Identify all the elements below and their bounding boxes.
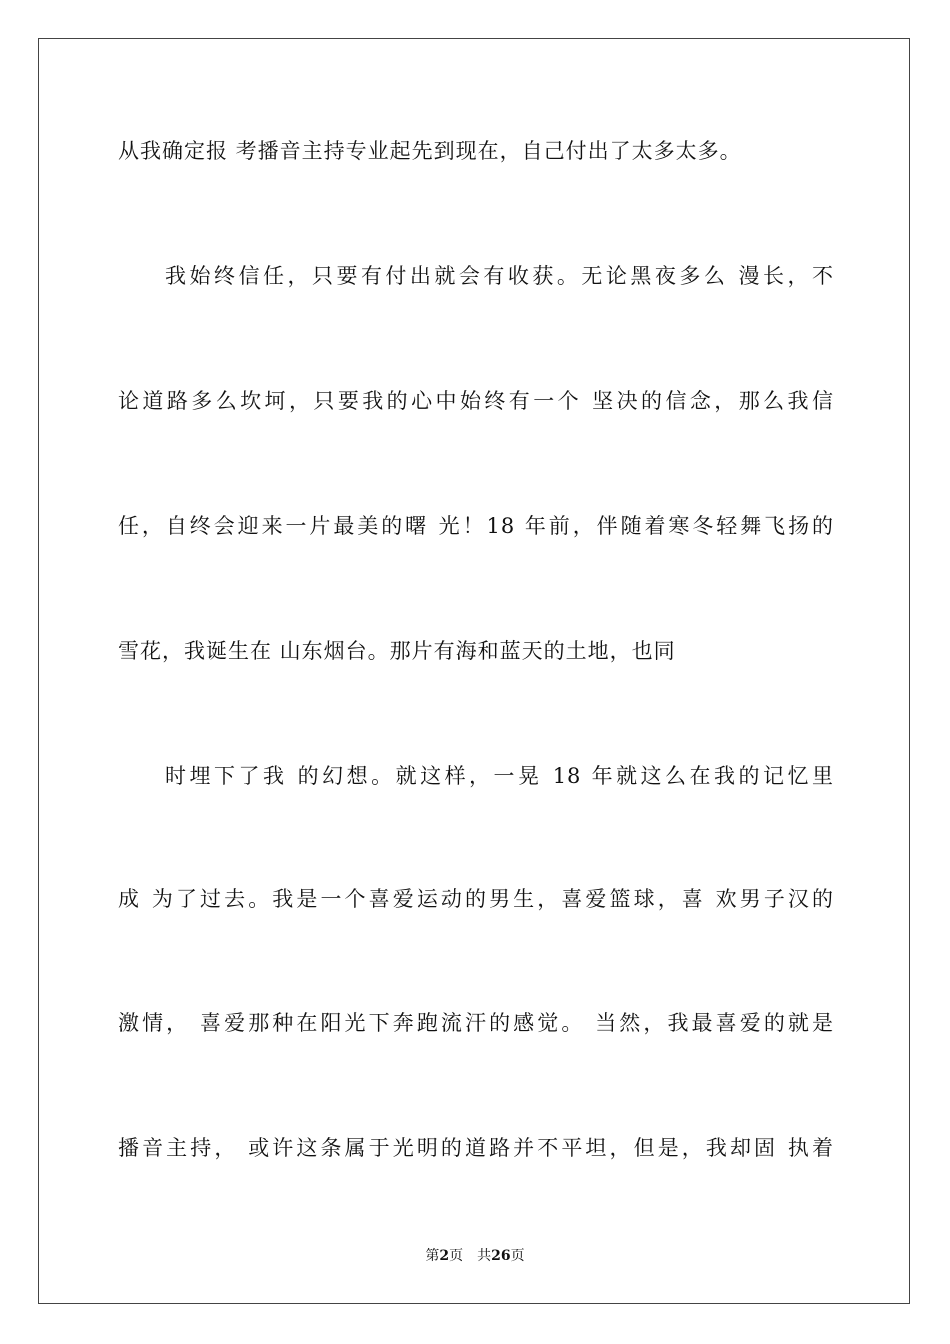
total-prefix: 共	[477, 1248, 492, 1264]
text-line-9: 播音主持， 或许这条属于光明的道路并不平坦，但是，我却固 执着	[118, 1136, 834, 1160]
total-pages: 26	[491, 1248, 511, 1264]
text-line-3: 论道路多么坎坷，只要我的心中始终有一个 坚决的信念，那么我信	[118, 389, 834, 413]
text-line-6: 时埋下了我 的幻想。就这样，一晃 18 年就这么在我的记忆里	[165, 764, 834, 788]
text-line-4: 任，自终会迎来一片最美的曙 光！18 年前，伴随着寒冬轻舞飞扬的	[118, 514, 834, 538]
text-line-2: 我始终信任，只要有付出就会有收获。无论黑夜多么 漫长，不	[165, 264, 834, 288]
total-unit: 页	[510, 1248, 525, 1264]
text-line-1: 从我确定报 考播音主持专业起先到现在，自己付出了太多太多。	[118, 139, 742, 163]
page-unit: 页	[449, 1248, 464, 1264]
page-frame	[38, 38, 910, 1304]
text-line-8: 激情， 喜爱那种在阳光下奔跑流汗的感觉。 当然，我最喜爱的就是	[118, 1011, 834, 1035]
text-line-5: 雪花，我诞生在 山东烟台。那片有海和蓝天的土地，也同	[118, 639, 676, 663]
page-number: 2	[439, 1248, 450, 1264]
text-line-7: 成 为了过去。我是一个喜爱运动的男生，喜爱篮球，喜 欢男子汉的	[118, 887, 834, 911]
page-footer	[0, 1246, 950, 1266]
page-prefix: 第	[425, 1248, 440, 1264]
